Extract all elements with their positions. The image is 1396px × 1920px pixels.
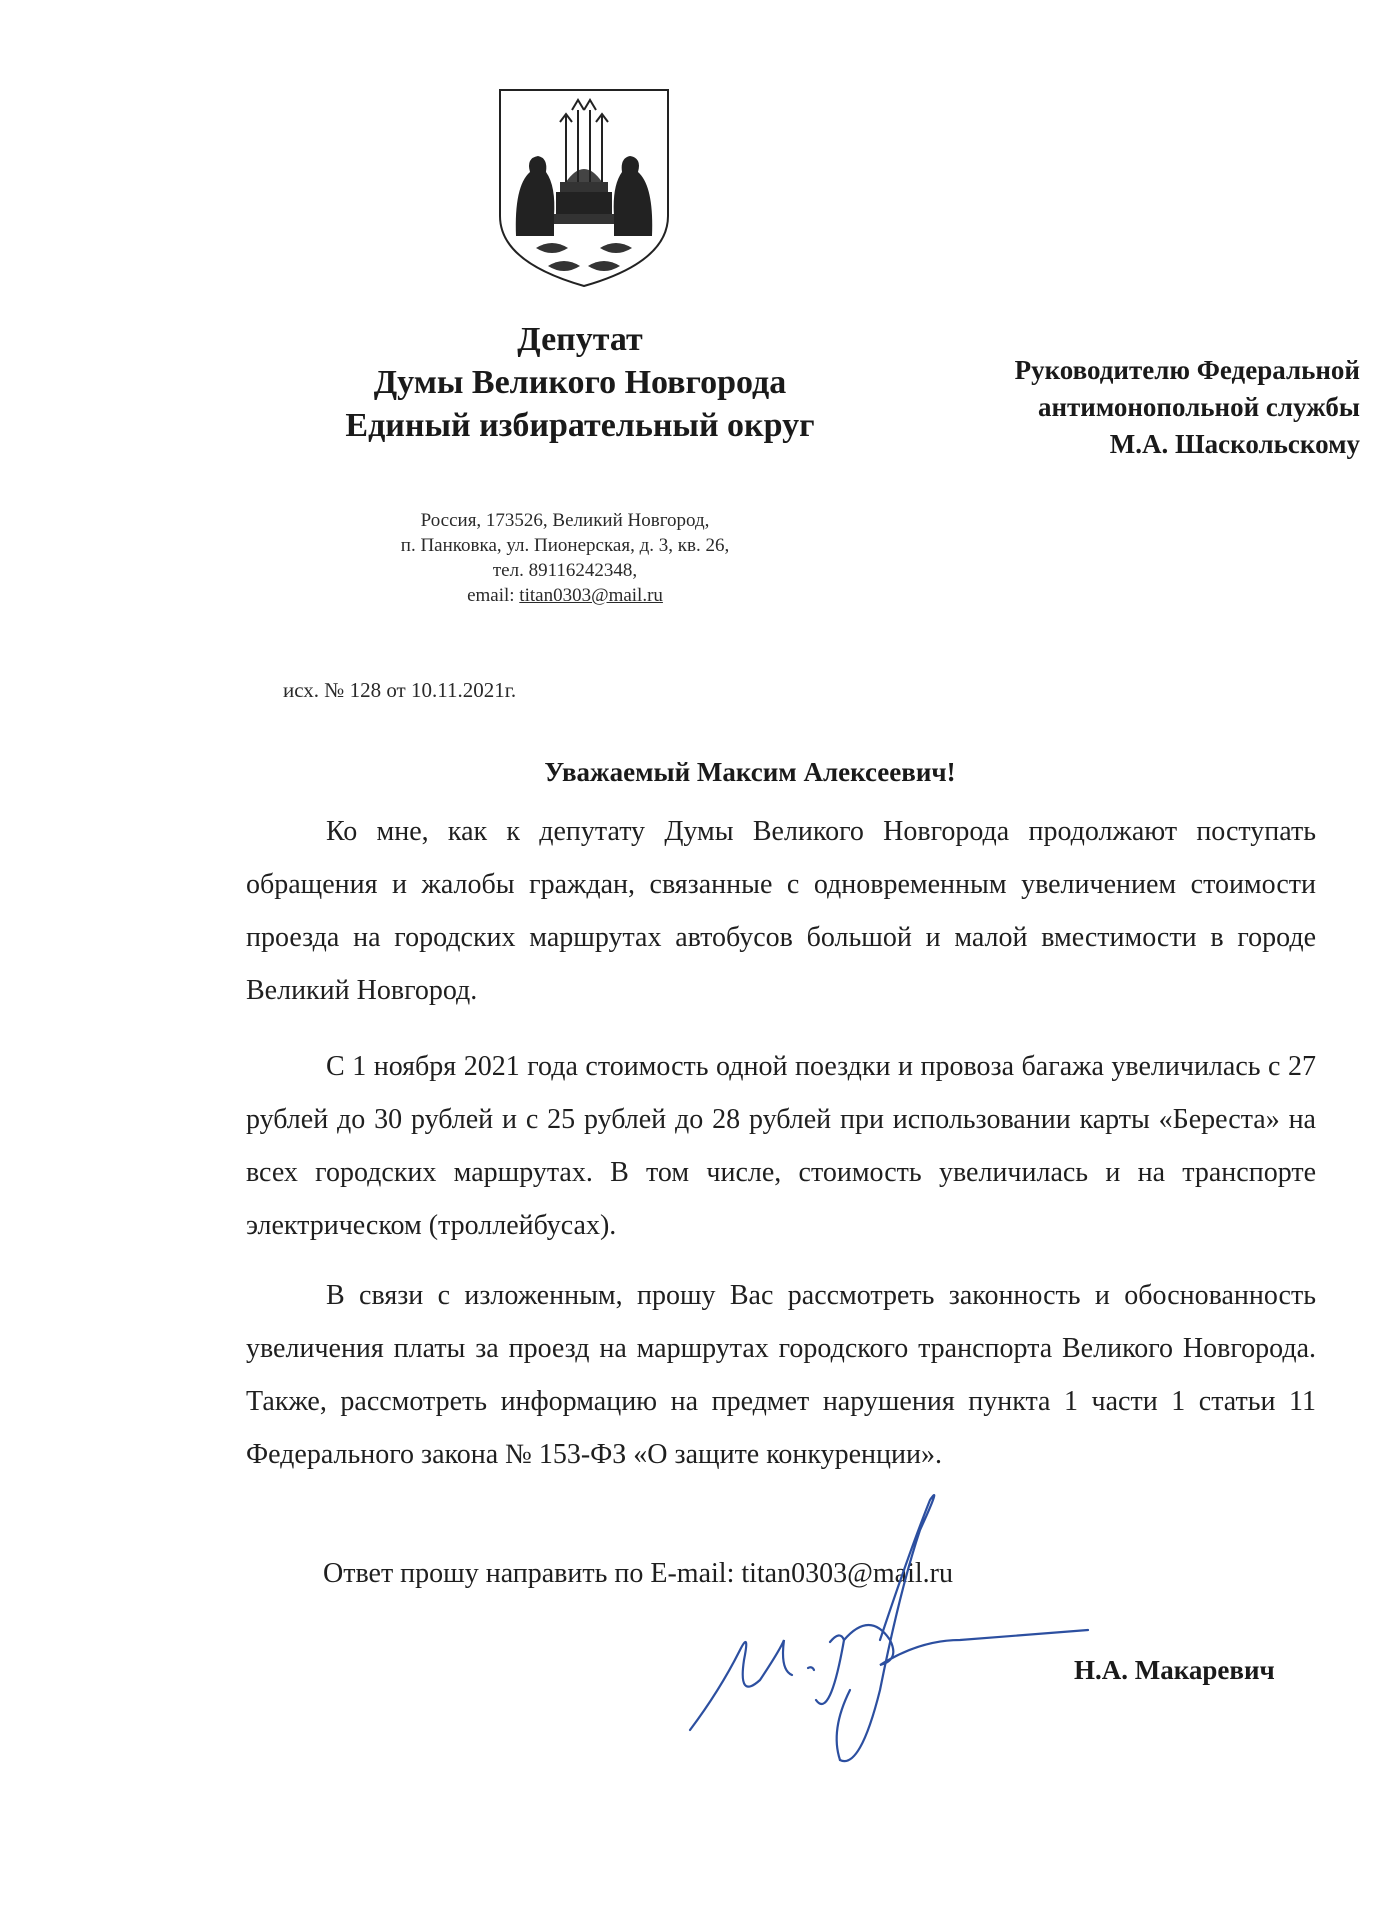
addressee-block xyxy=(900,352,1360,463)
signer-name: Н.А. Макаревич xyxy=(1074,1655,1275,1685)
address-line: Россия, 173526, Великий Новгород, xyxy=(420,510,710,531)
sender-title-line: Единый избирательный округ xyxy=(345,407,815,444)
sender-title-line: Думы Великого Новгорода xyxy=(373,364,787,401)
address-line: п. Панковка, ул. Пионерская, д. 3, кв. 26, xyxy=(400,535,730,556)
greeting: Уважаемый Максим Алексеевич! xyxy=(544,757,956,787)
body-paragraph: Ко мне, как к депутату Думы Великого Новгорода продолжают поступать обращения и жалобы граждан, связанные с одновременным увеличением стоимости проезда на городских маршрутах автобусов большой и малой вместимости в городе Великий Новгород. xyxy=(246,816,1316,1006)
handwritten-signature xyxy=(680,1490,1100,1780)
email-link[interactable]: titan0303@mail.ru xyxy=(519,585,663,606)
addressee-line: М.А. Шаскольскому xyxy=(1109,429,1360,459)
sender-contacts xyxy=(330,508,800,608)
body-paragraph: В связи с изложенным, прошу Вас рассмотреть законность и обоснованность увеличения платы за проезд на маршрутах городского транспорта Великого Новгорода. Также, рассмотреть информацию на предмет нарушения пункта 1 части 1 статьи 11 Федерального закона № 153-ФЗ «О защите конкуренции». xyxy=(246,1280,1316,1470)
sender-title xyxy=(270,318,890,447)
addressee-line: Руководителю Федеральной xyxy=(1014,355,1360,385)
email-line xyxy=(330,583,800,608)
phone-line: тел. 89116242348, xyxy=(492,560,638,581)
sender-title-line: Депутат xyxy=(517,321,643,358)
addressee-line: антимонопольной службы xyxy=(1037,392,1360,422)
email-label: email: xyxy=(467,585,515,606)
body-paragraph: С 1 ноября 2021 года стоимость одной поездки и провоза багажа увеличилась с 27 рублей до 30 рублей и с 25 рублей до 28 рублей при использовании карты «Береста» на всех городских маршрутах. В том числе, стоимость увеличилась и на транспорте электрическом (троллейбусах). xyxy=(246,1051,1316,1241)
coat-of-arms-emblem xyxy=(496,86,672,290)
reply-request: Ответ прошу направить по E-mail: titan0303@mail.ru xyxy=(323,1558,953,1589)
outgoing-reference: исх. № 128 от 10.11.2021г. xyxy=(283,678,517,702)
